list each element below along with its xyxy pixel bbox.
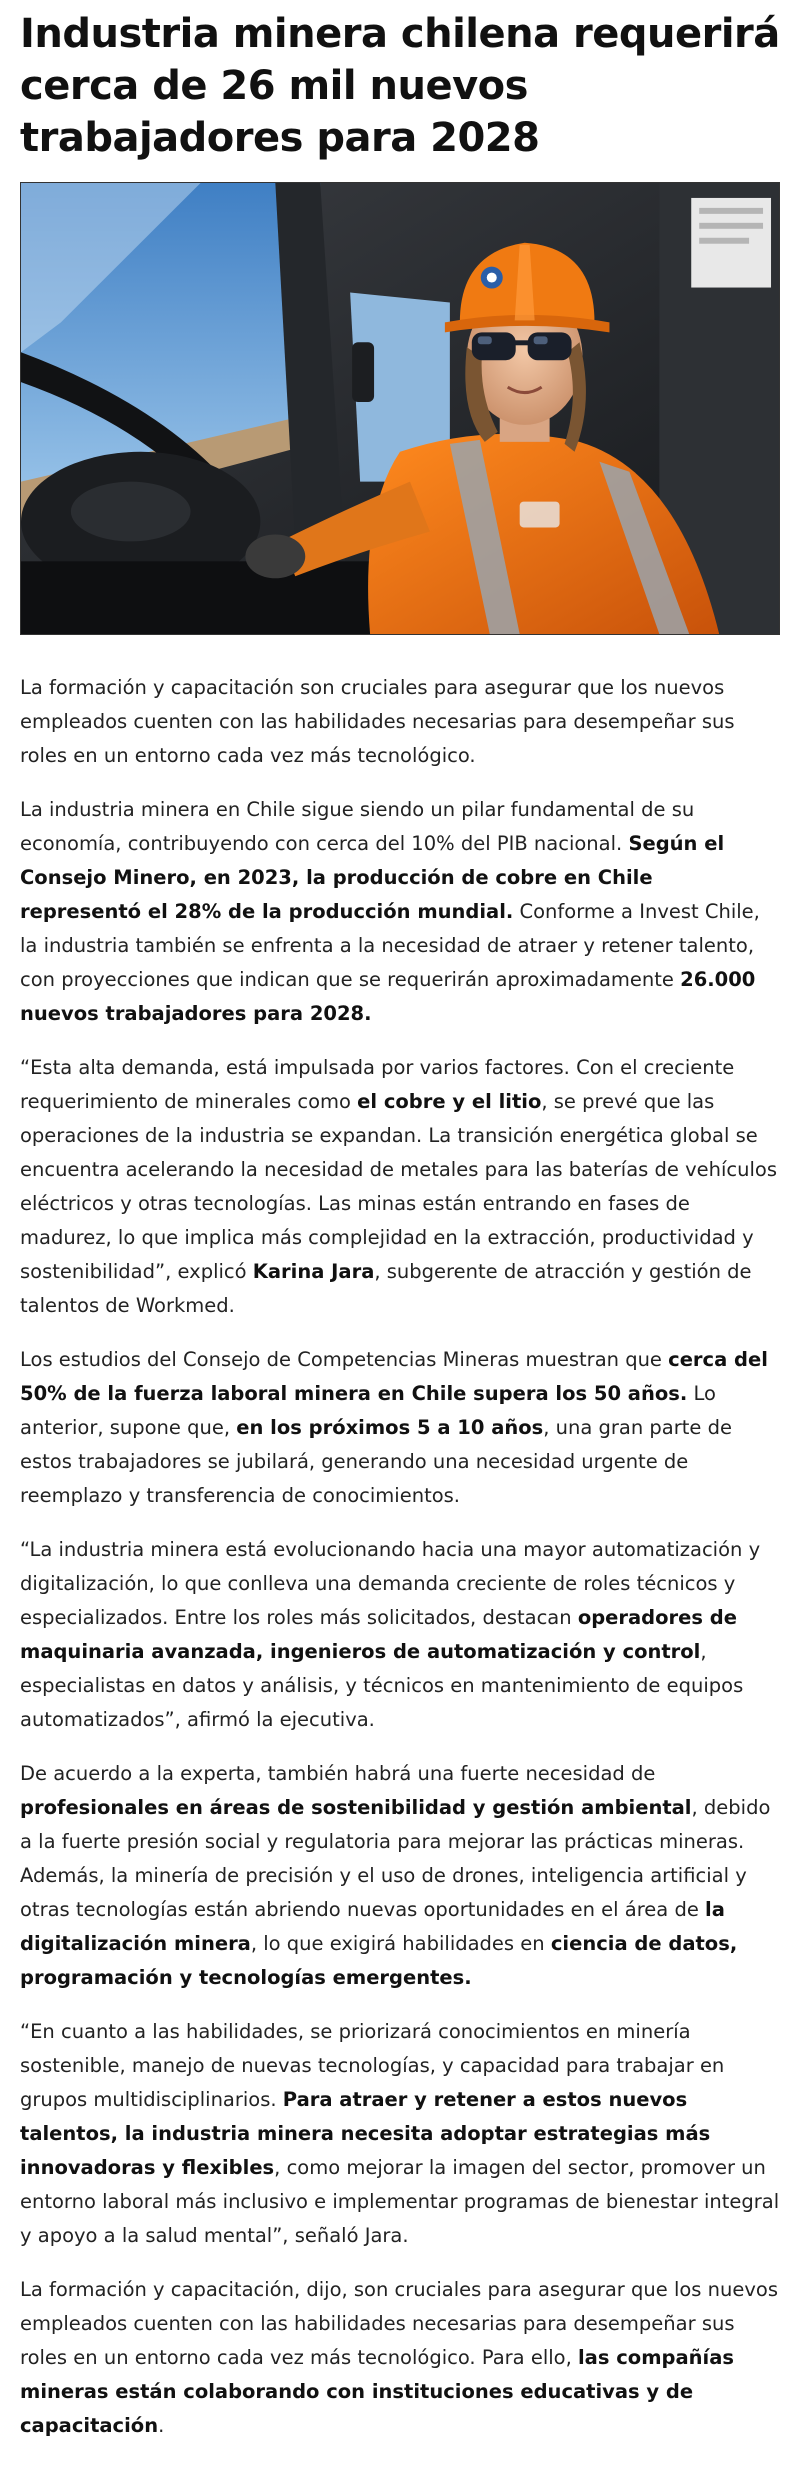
text-segment: , subgerente de atracción y gestión de talentos de Workmed. [20,1260,752,1317]
miner-photo-icon [20,182,780,635]
paragraph-8 [20,2273,780,2443]
paragraph-5 [20,1533,780,1737]
bold-text: la digitalización minera [20,1898,725,1955]
bold-text: el cobre y el litio [357,1090,542,1113]
paragraph-3 [20,1051,780,1323]
text-segment: , como mejorar la imagen del sector, promover un entorno laboral más inclusivo e implementar programas de bienestar integral y apoyo a la salud mental”, señaló Jara. [20,2156,780,2247]
text-segment: , especialistas en datos y análisis, y técnicos en mantenimiento de equipos automatizados”, afirmó la ejecutiva. [20,1640,744,1731]
text-segment: , se prevé que las operaciones de la industria se expandan. La transición energética global se encuentra acelerando la necesidad de metales para las baterías de vehículos eléctricos y otras tecnologías. Las minas están entrando en fases de madurez, lo que implica más complejidad en la extracción, productividad y sostenibilidad”, explicó [20,1090,777,1283]
text-segment: La industria minera en Chile sigue siendo un pilar fundamental de su economía, contribuyendo con cerca del 10% del PIB nacional. [20,798,695,855]
text-segment: La formación y capacitación son cruciales para asegurar que los nuevos empleados cuenten con las habilidades necesarias para desempeñar sus roles en un entorno cada vez más tecnológico. [20,676,735,767]
text-segment: “En cuanto a las habilidades, se priorizará conocimientos en minería sostenible, manejo de nuevas tecnologías, y capacidad para trabajar en grupos multidisciplinarios. [20,2020,725,2111]
article-body [20,671,780,2443]
text-segment: La formación y capacitación, dijo, son cruciales para asegurar que los nuevos empleados cuenten con las habilidades necesarias para desempeñar sus roles en un entorno cada vez más tecnológico. Para ello, [20,2278,778,2369]
bold-text: Para atraer y retener a estos nuevos talentos, la industria minera necesita adoptar estrategias más innovadoras y flexibles [20,2088,711,2179]
paragraph-4 [20,1343,780,1513]
bold-text: Según el Consejo Minero, en 2023, la producción de cobre en Chile representó el 28% de la producción mundial. [20,832,725,923]
bold-text: ciencia de datos, programación y tecnologías emergentes. [20,1932,738,1989]
text-segment: “Esta alta demanda, está impulsada por varios factores. Con el creciente requerimiento de minerales como [20,1056,735,1113]
paragraph-2 [20,793,780,1031]
paragraph-1 [20,671,780,773]
bold-text: Karina Jara [252,1260,375,1283]
text-segment: . [158,2414,165,2437]
text-segment: , lo que exigirá habilidades en [250,1932,551,1955]
bold-text: 26.000 nuevos trabajadores para 2028. [20,968,756,1025]
bold-text: profesionales en áreas de sostenibilidad y gestión ambiental [20,1796,692,1819]
bold-text: las compañías mineras están colaborando con instituciones educativas y de capacitación [20,2346,734,2437]
text-segment: Los estudios del Consejo de Competencias Mineras muestran que [20,1348,669,1371]
text-segment: De acuerdo a la experta, también habrá una fuerte necesidad de [20,1762,656,1785]
paragraph-6 [20,1757,780,1995]
text-segment: Lo anterior, supone que, [20,1382,716,1439]
text-segment: , debido a la fuerte presión social y regulatoria para mejorar las prácticas mineras. Además, la minería de precisión y el uso de drones, inteligencia artificial y otras tecnologías están abriendo nuevas oportunidades en el área de [20,1796,771,1921]
bold-text: cerca del 50% de la fuerza laboral minera en Chile supera los 50 años. [20,1348,768,1405]
bold-text: operadores de maquinaria avanzada, ingenieros de automatización y control [20,1606,737,1663]
bold-text: en los próximos 5 a 10 años [236,1416,544,1439]
article [20,0,780,2443]
article-title: Industria minera chilena requerirá cerca de 26 mil nuevos trabajadores para 2028 [20,11,780,161]
text-segment: , una gran parte de estos trabajadores se jubilará, generando una necesidad urgente de reemplazo y transferencia de conocimientos. [20,1416,732,1507]
text-segment: Conforme a Invest Chile, la industria también se enfrenta a la necesidad de atraer y retener talento, con proyecciones que indican que se requerirán aproximadamente [20,900,760,991]
paragraph-7 [20,2015,780,2253]
text-segment: “La industria minera está evolucionando hacia una mayor automatización y digitalización, lo que conlleva una demanda creciente de roles técnicos y especializados. Entre los roles más solicitados, destacan [20,1538,761,1629]
